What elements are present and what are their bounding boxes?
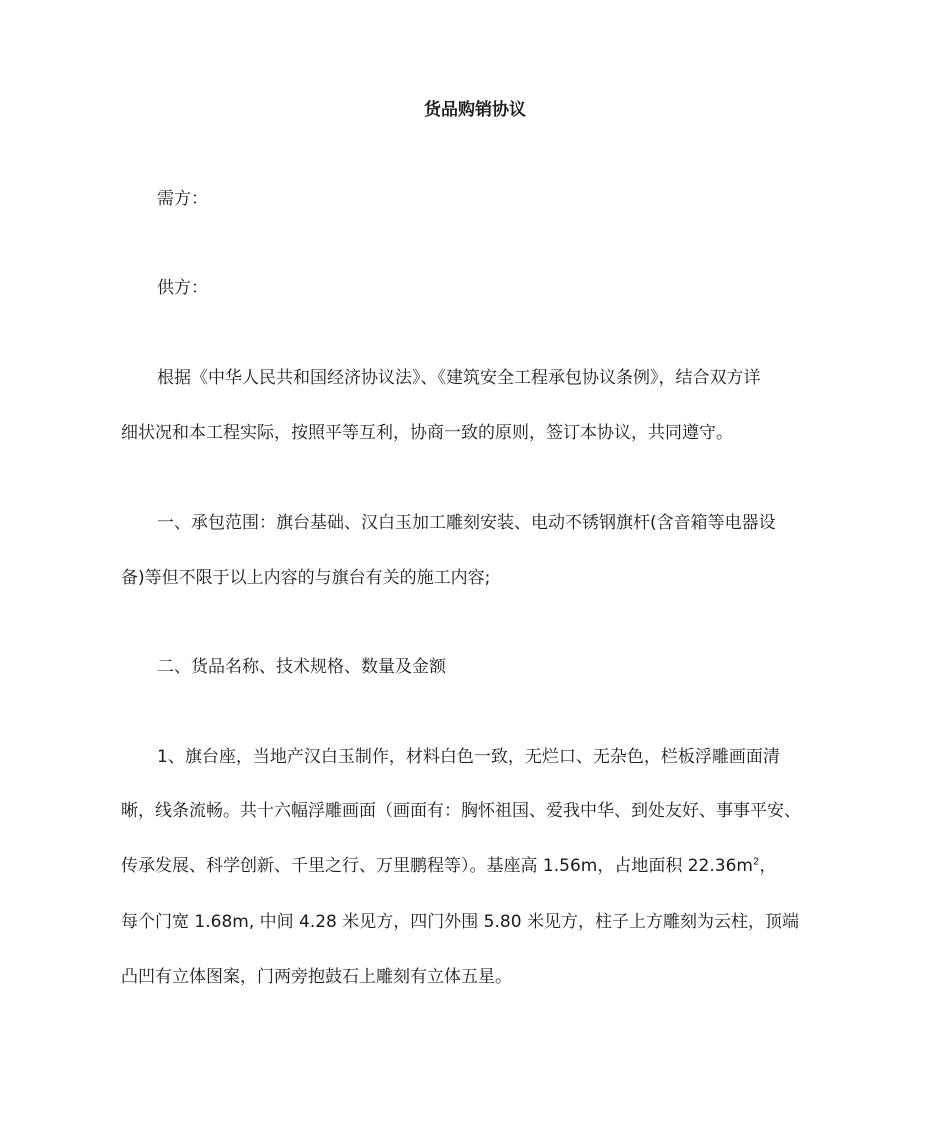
document-title: 货品购销协议 <box>424 100 526 120</box>
item1-line-3-text: 传承发展、科学创新、千里之行、万里鹏程等）。基座高 1.56m，占地面积 22.36m <box>121 856 753 876</box>
item1-line-5: 凸凹有立体图案，门两旁抱鼓石上雕刻有立体五星。 <box>121 967 512 987</box>
item1-line-1: 1、旗台座，当地产汉白玉制作，材料白色一致，无烂口、无杂色，栏板浮雕画面清 <box>157 747 780 767</box>
item1-line-3 <box>121 853 776 879</box>
item1-line-3-comma: ， <box>759 856 777 876</box>
preamble-line-1: 根据《中华人民共和国经济协议法》、《建筑安全工程承包协议条例》，结合双方详 <box>157 368 761 388</box>
preamble-line-2: 细状况和本工程实际，按照平等互利，协商一致的原则，签订本协议，共同遵守。 <box>121 423 733 443</box>
section1-line-2: 备)等但不限于以上内容的与旗台有关的施工内容; <box>121 568 491 588</box>
buyer-label: 需方： <box>157 189 208 209</box>
item1-line-2: 晰，线条流畅。共十六幅浮雕画面（画面有：胸怀祖国、爱我中华、到处友好、事事平安、 <box>121 801 801 821</box>
section2-heading: 二、货品名称、技术规格、数量及金额 <box>157 657 446 677</box>
section1-line-1: 一、承包范围：旗台基础、汉白玉加工雕刻安装、电动不锈钢旗杆(含音箱等电器设 <box>157 513 776 533</box>
supplier-label: 供方： <box>157 278 208 298</box>
superscript-2: 2 <box>752 856 760 868</box>
item1-line-4: 每个门宽 1.68m, 中间 4.28 米见方，四门外围 5.80 米见方，柱子上方雕刻为云柱，顶端 <box>121 912 799 932</box>
